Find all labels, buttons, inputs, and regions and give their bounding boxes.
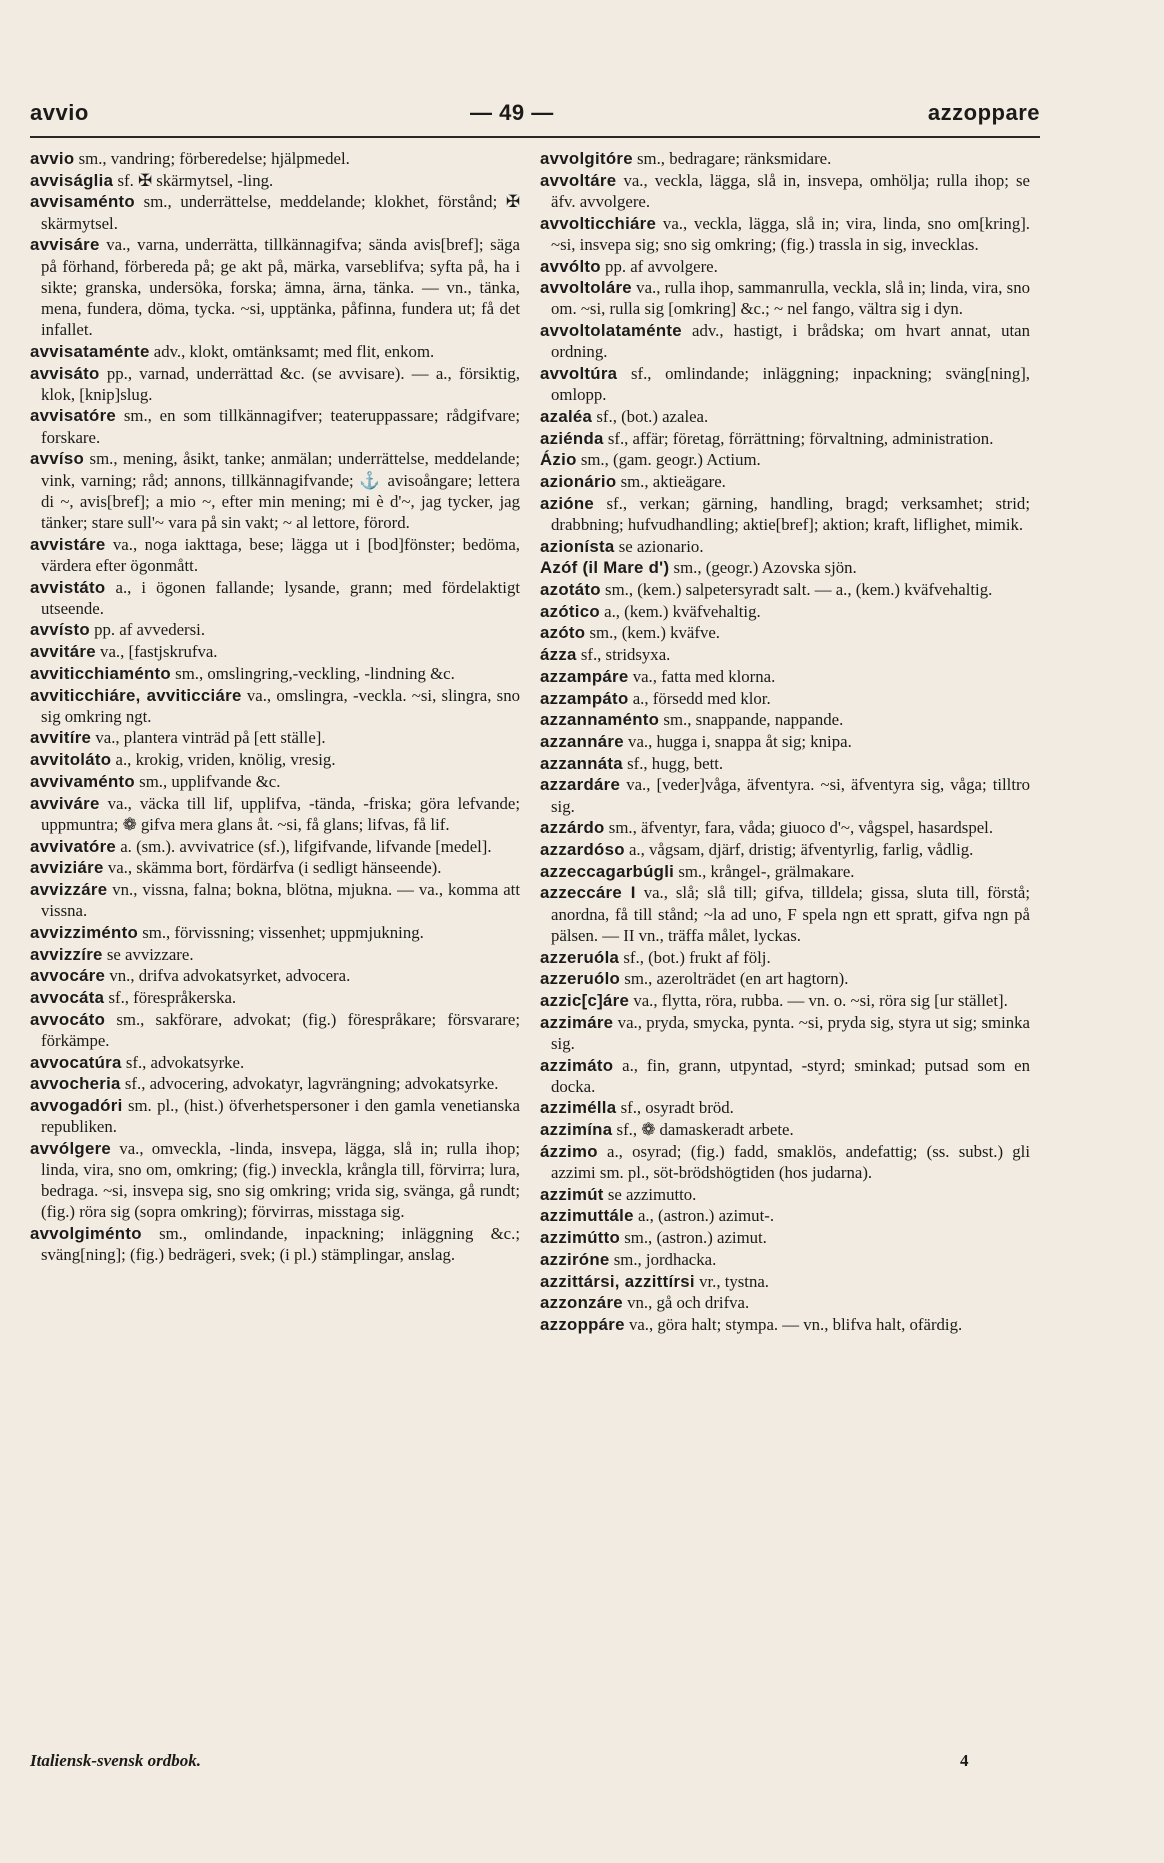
entry-definition: vr., tystna. — [694, 1271, 770, 1291]
entry-headword: avvisaménto — [30, 192, 135, 212]
entry-headword: azzimuttále — [540, 1206, 634, 1226]
dictionary-entry — [30, 534, 520, 576]
entry-headword: azzittársi, azzittírsi — [540, 1271, 695, 1291]
entry-definition: sm., upplifvande &c. — [134, 771, 281, 791]
entry-definition: sm., azerolträdet (en art hagtorn). — [620, 969, 849, 989]
dictionary-entry — [540, 471, 1030, 492]
entry-definition: sf., omlindande; inläggning; inpackning; sväng[ning], omlopp. — [551, 364, 1030, 405]
dictionary-entry — [540, 601, 1030, 622]
dictionary-entry — [30, 619, 520, 640]
entry-definition: sf., affär; företag, förrättning; förvaltning, administration. — [603, 428, 994, 448]
entry-headword: avvíso — [30, 449, 85, 469]
entry-headword: avvizziménto — [30, 922, 139, 942]
dictionary-entry — [30, 944, 520, 965]
entry-definition: a., vågsam, djärf, dristig; äfventyrlig, farlig, vådlig. — [624, 840, 974, 859]
dictionary-entry — [540, 1205, 1030, 1226]
entry-definition: va., omslingra, -veckla. ~si, slingra, sno sig omkring ngt. — [41, 685, 520, 726]
entry-definition: va., [fastjskrufva. — [95, 642, 218, 662]
entry-definition: va., noga iakttaga, bese; lägga ut i [bod]fönster; bedöma, värdera efter ögonmått. — [41, 534, 520, 575]
dictionary-entry — [540, 1271, 1030, 1292]
entry-definition: a. (sm.). avvivatrice (sf.), lifgifvande, lifvande [medel]. — [116, 836, 492, 856]
entry-headword: azótico — [540, 601, 600, 621]
dictionary-entry — [30, 771, 520, 792]
entry-headword: avvocáre — [30, 966, 106, 986]
dictionary-entry — [30, 148, 520, 169]
entry-definition: sm., mening, åsikt, tanke; anmälan; underrättelse, meddelande; vink, varning; råd; annons, tillkännagifvande; ⚓ avisoångare; lettera di ~, avis[bref]; a mio ~, efter min mening; mi è d'~, jag tycker, jag tänker; stare sull'~ vara på sin vakt; ~ al lettore, förord. — [41, 449, 520, 532]
entry-definition: sm. pl., (hist.) öfverhetspersoner i den gamla venetianska republiken. — [41, 1095, 520, 1137]
entry-headword: avviticchiaménto — [30, 663, 171, 683]
dictionary-entry — [540, 688, 1030, 709]
dictionary-entry — [540, 213, 1030, 255]
entry-definition: sm., äfventyr, fara, våda; giuoco d'~, vågspel, hasardspel. — [604, 818, 994, 838]
dictionary-entry — [30, 170, 520, 191]
entry-definition: sf., (bot.) azalea. — [592, 406, 709, 426]
dictionary-entry — [540, 709, 1030, 730]
dictionary-entry — [540, 428, 1030, 449]
dictionary-entry — [540, 1227, 1030, 1248]
entry-definition: pp. af avvedersi. — [89, 620, 206, 640]
entry-headword: avvogadóri — [30, 1095, 123, 1115]
entry-definition: sm., omlindande, inpackning; inläggning &c.; sväng[ning]; (fig.) bedrägeri, svek; (i pl.) stämplingar, anslag. — [41, 1224, 520, 1265]
dictionary-entry — [30, 1095, 520, 1137]
entry-headword: avvocáto — [30, 1009, 106, 1029]
dictionary-entry — [540, 557, 1030, 578]
entry-definition: va., slå; slå till; gifva, tilldela; gissa, sluta till, förstå; anordna, få till stånd; ~la ad uno, F spela ngn ett spratt, gifva ngn på pälsen. — II vn., träffa målet, lyckas. — [551, 883, 1031, 945]
entry-definition: a., fin, grann, utpyntad, -styrd; sminkad; putsad som en docka. — [551, 1055, 1030, 1096]
entry-definition: a., (astron.) azimut-. — [633, 1206, 775, 1226]
entry-definition: sm., en som tillkännagifver; teateruppassare; rådgifvare; forskare. — [41, 406, 520, 447]
entry-definition: pp., varnad, underrättad &c. (se avvisare). — a., försiktig, klok, [knip]slug. — [41, 363, 520, 404]
dictionary-entry — [30, 341, 520, 362]
entry-definition: sm., (kem.) salpetersyradt salt. — a., (kem.) kväfvehaltig. — [600, 580, 993, 600]
entry-headword: azzeruóla — [540, 947, 620, 967]
entry-definition: sf., stridsyxa. — [576, 645, 671, 665]
entry-headword: azzimélla — [540, 1098, 617, 1118]
dictionary-entry — [540, 256, 1030, 277]
dictionary-entry — [540, 1141, 1030, 1183]
entry-definition: sm., aktieägare. — [616, 472, 726, 492]
entry-definition: va., väcka till lif, upplifva, -tända, -friska; göra lefvande; uppmuntra; ❁ gifva mera glans åt. ~si, få glans; lifvas, få lif. — [41, 793, 520, 834]
dictionary-entry — [540, 320, 1030, 362]
dictionary-entry — [540, 579, 1030, 600]
dictionary-entry — [540, 753, 1030, 774]
entry-definition: va., veckla, lägga, slå in, insvepa, omhölja; rulla ihop; se äfv. avvolgere. — [551, 170, 1030, 211]
entry-definition: sm., underrättelse, meddelande; klokhet, förstånd; ✠ skärmytsel. — [41, 192, 520, 233]
dictionary-entry — [540, 968, 1030, 989]
entry-headword: azionísta — [540, 536, 615, 556]
entry-headword: avviziáre — [30, 858, 104, 878]
entry-headword: azzárdo — [540, 818, 605, 838]
entry-headword: azionário — [540, 472, 617, 492]
dictionary-entry — [30, 685, 520, 727]
dictionary-entry — [540, 839, 1030, 860]
dictionary-entry — [540, 644, 1030, 665]
dictionary-entry — [540, 1184, 1030, 1205]
dictionary-page — [30, 96, 1062, 1856]
dictionary-entry — [540, 731, 1030, 752]
dictionary-entry — [540, 170, 1030, 212]
entry-definition: a., osyrad; (fig.) fadd, smaklös, andefattig; (ss. subst.) gli azzimi sm. pl., söt-brödshögtiden (hos judarna). — [551, 1141, 1030, 1183]
footer-signature-mark: 4 — [960, 1751, 969, 1770]
entry-headword: Azóf (il Mare d') — [540, 558, 670, 578]
entry-definition: va., rulla ihop, sammanrulla, veckla, slå in; linda, vira, sno om. ~si, rulla sig [omkring] &c.; ~ nel fango, vältra sig i dyn. — [551, 278, 1030, 319]
dictionary-entry — [540, 1055, 1030, 1097]
entry-definition: va., göra halt; stympa. — vn., blifva halt, ofärdig. — [624, 1314, 963, 1334]
entry-headword: aziénda — [540, 428, 604, 448]
entry-definition: sf., advocering, advokatyr, lagvrängning; advokatsyrke. — [120, 1074, 499, 1094]
dictionary-entry — [540, 1119, 1030, 1140]
entry-definition: adv., hastigt, i brådska; om hvart annat, utan ordning. — [551, 321, 1030, 362]
entry-definition: sf., osyradt bröd. — [616, 1098, 734, 1118]
entry-definition: sm., (geogr.) Azovska sjön. — [669, 558, 857, 578]
entry-definition: sm., jordhacka. — [609, 1249, 717, 1269]
dictionary-entry — [30, 641, 520, 662]
entry-headword: azzardóso — [540, 840, 625, 859]
entry-definition: sf., verkan; gärning, handling, bragd; verksamhet; strid; drabbning; hufvudhandling; aktie[bref]; aktion; kraft, liflighet, mimik. — [551, 493, 1030, 534]
entry-definition: va., omveckla, -linda, insvepa, lägga, slå in; rulla ihop; linda, vira, sno om, omkring; (fig.) inveckla, krångla till, förvirra; lura, bedraga. ~si, insvepa sig, sno sig omkring; vrida sig, svänga, gå rundt; (fig.) röra sig (sopra omkring); förvirras, misstaga sig. — [41, 1138, 520, 1222]
page-number: — 49 — — [470, 100, 554, 125]
entry-headword: azzannáta — [540, 753, 623, 773]
header-rule — [30, 136, 1040, 138]
entry-headword: Ázio — [540, 450, 577, 470]
dictionary-entry — [30, 836, 520, 857]
entry-headword: azaléa — [540, 406, 593, 426]
dictionary-entry — [30, 1009, 520, 1051]
entry-headword: avvólgere — [30, 1138, 112, 1158]
entry-headword: azotáto — [540, 580, 601, 600]
entry-definition: se azionario. — [614, 536, 704, 556]
entry-headword: avviságlia — [30, 170, 114, 190]
entry-definition: a., i ögonen fallande; lysande, grann; med fördelaktigt utseende. — [41, 577, 520, 618]
entry-headword: azzimút — [540, 1184, 604, 1204]
entry-headword: avvolticchiáre — [540, 213, 657, 233]
entry-definition: va., skämma bort, fördärfva (i sedligt hänseende). — [103, 858, 442, 878]
entry-headword: azzimáre — [540, 1012, 614, 1032]
entry-definition: va., varna, underrätta, tillkännagifva; sända avis[bref]; säga på förhand, förbereda på; ge akt på, märka, varseblifva; syfta på, ha i sikte; granska, undersöka, forska; ämna, ärna, tänka. — vn., tänka, mena, fundera, döma, tycka. ~si, upptänka, påfinna, fundera ut; få det infallet. — [41, 235, 520, 340]
entry-definition: sm., (kem.) kväfve. — [585, 623, 721, 643]
dictionary-entry — [30, 749, 520, 770]
entry-definition: sm., sakförare, advokat; (fig.) förespråkare; försvarare; förkämpe. — [41, 1009, 520, 1050]
dictionary-entry — [540, 1292, 1030, 1313]
entry-definition: sm., (astron.) azimut. — [620, 1228, 767, 1248]
entry-headword: avvocáta — [30, 987, 105, 1007]
entry-definition: adv., klokt, omtänksamt; med flit, enkom. — [149, 341, 435, 361]
entry-headword: avvistáto — [30, 577, 106, 597]
dictionary-entry — [30, 1052, 520, 1073]
entry-definition: va., fatta med klorna. — [628, 666, 776, 686]
entry-headword: avvísto — [30, 620, 90, 640]
dictionary-entry — [540, 536, 1030, 557]
entry-headword: azzoppáre — [540, 1314, 625, 1334]
entry-headword: azziróne — [540, 1249, 610, 1269]
page-header — [30, 96, 1040, 132]
entry-headword: avvolgitóre — [540, 149, 633, 168]
dictionary-entry — [30, 879, 520, 921]
entry-definition: sm., snappande, nappande. — [659, 710, 844, 730]
entry-headword: avvitíre — [30, 728, 92, 748]
right-column — [540, 148, 1030, 1336]
dictionary-entry — [540, 148, 1030, 169]
entry-definition: a., försedd med klor. — [628, 688, 771, 708]
entry-headword: azzimútto — [540, 1228, 621, 1248]
entry-headword: azzic[c]áre — [540, 990, 630, 1010]
dictionary-entry — [30, 448, 520, 533]
entry-headword: avvoltoláre — [540, 278, 632, 298]
entry-headword: azzannaménto — [540, 710, 660, 730]
dictionary-entry — [540, 622, 1030, 643]
dictionary-entry — [30, 363, 520, 405]
entry-definition: sf., hugg, bett. — [622, 753, 724, 773]
dictionary-entry — [540, 861, 1030, 882]
footer-title: Italiensk-svensk ordbok. — [30, 1751, 201, 1770]
entry-headword: azzannáre — [540, 731, 624, 751]
entry-headword: avviticchiáre, avviticciáre — [30, 685, 242, 705]
entry-definition: se avvizzare. — [102, 944, 194, 964]
entry-headword: ázza — [540, 645, 577, 665]
dictionary-entry — [30, 1138, 520, 1223]
entry-definition: va., pryda, smycka, pynta. ~si, pryda sig, styra ut sig; sminka sig. — [551, 1012, 1030, 1053]
entry-definition: se azzimutto. — [603, 1184, 697, 1204]
dictionary-entry — [30, 1073, 520, 1094]
entry-headword: azzeccagarbúgli — [540, 861, 675, 881]
entry-headword: azzampáre — [540, 666, 629, 686]
header-left-guideword: avvio — [30, 100, 89, 125]
dictionary-entry — [30, 234, 520, 340]
entry-headword: avviváre — [30, 793, 100, 813]
entry-headword: ázzimo — [540, 1141, 598, 1161]
dictionary-entry — [540, 406, 1030, 427]
dictionary-entry — [540, 990, 1030, 1011]
entry-headword: azzimína — [540, 1120, 613, 1140]
dictionary-entry — [540, 1012, 1030, 1054]
dictionary-entry — [540, 1097, 1030, 1118]
entry-definition: vn., drifva advokatsyrket, advocera. — [105, 966, 351, 986]
entry-headword: avvio — [30, 149, 75, 168]
entry-headword: avvoltáre — [540, 170, 617, 190]
entry-definition: va., veckla, lägga, slå in; vira, linda, sno om[kring]. ~si, insvepa sig; sno sig omkring; (fig.) trassla in sig, invecklas. — [551, 213, 1030, 254]
entry-headword: azzampáto — [540, 688, 629, 708]
entry-headword: azóto — [540, 623, 586, 643]
entry-headword: avvitoláto — [30, 750, 112, 770]
dictionary-entry — [30, 1223, 520, 1265]
entry-definition: va., flytta, röra, rubba. — vn. o. ~si, röra sig [ur stället]. — [629, 990, 1008, 1010]
dictionary-entry — [30, 577, 520, 619]
entry-definition: sm., omslingring,-veckling, -lindning &c. — [170, 663, 455, 683]
dictionary-entry — [540, 277, 1030, 319]
dictionary-entry — [540, 1314, 1030, 1335]
dictionary-entry — [540, 493, 1030, 535]
entry-headword: avvoltúra — [540, 364, 618, 384]
entry-definition: sf. ✠ skärmytsel, -ling. — [113, 170, 274, 190]
entry-definition: sm., krångel-, grälmakare. — [674, 861, 855, 881]
entry-headword: avvistáre — [30, 534, 106, 554]
entry-headword: azióne — [540, 493, 595, 513]
dictionary-entry — [30, 987, 520, 1008]
entry-definition: sm., bedragare; ränksmidare. — [632, 149, 832, 168]
entry-headword: azzeccáre I — [540, 883, 636, 903]
entry-definition: va., hugga i, snappa åt sig; knipa. — [623, 731, 852, 751]
dictionary-entry — [540, 774, 1030, 816]
entry-definition: va., plantera vinträd på [ett ställe]. — [91, 728, 326, 748]
entry-definition: pp. af avvolgere. — [600, 256, 718, 276]
entry-headword: azzimáto — [540, 1055, 614, 1075]
entry-definition: vn., gå och drifva. — [622, 1293, 750, 1313]
entry-definition: va., [veder]våga, äfventyra. ~si, äfventyra sig, våga; tilltro sig. — [551, 775, 1030, 816]
entry-definition: sm., (gam. geogr.) Actium. — [576, 450, 761, 470]
dictionary-entry — [30, 965, 520, 986]
dictionary-entry — [30, 191, 520, 233]
entry-definition: sm., vandring; förberedelse; hjälpmedel. — [74, 149, 350, 168]
entry-headword: avvivaménto — [30, 771, 135, 791]
entry-headword: avvisataménte — [30, 341, 150, 361]
dictionary-entry — [540, 882, 1030, 946]
entry-headword: avvoltolataménte — [540, 321, 682, 341]
dictionary-entry — [30, 793, 520, 835]
entry-headword: avvitáre — [30, 642, 96, 662]
entry-headword: azzonzáre — [540, 1293, 623, 1313]
entry-headword: avvizzáre — [30, 879, 108, 899]
dictionary-entry — [540, 1249, 1030, 1270]
dictionary-entry — [30, 405, 520, 447]
entry-definition: a., krokig, vriden, knölig, vresig. — [111, 750, 336, 770]
entry-headword: avvolgiménto — [30, 1224, 142, 1244]
entry-headword: avvocheria — [30, 1074, 121, 1094]
entry-headword: azzardáre — [540, 775, 621, 795]
left-column — [30, 148, 520, 1266]
dictionary-entry — [540, 817, 1030, 838]
entry-headword: avvivatóre — [30, 836, 117, 856]
entry-headword: avvisáre — [30, 235, 100, 255]
dictionary-entry — [30, 727, 520, 748]
dictionary-entry — [30, 922, 520, 943]
dictionary-entry — [540, 363, 1030, 405]
dictionary-entry — [30, 857, 520, 878]
entry-headword: azzeruólo — [540, 969, 621, 989]
entry-headword: avvisáto — [30, 363, 100, 383]
entry-definition: vn., vissna, falna; bokna, blötna, mjukna. — va., komma att vissna. — [41, 879, 520, 921]
entry-definition: a., (kem.) kväfvehaltig. — [599, 601, 761, 621]
entry-headword: avvisatóre — [30, 406, 117, 426]
dictionary-entry — [540, 449, 1030, 470]
entry-definition: sm., förvissning; vissenhet; uppmjukning. — [138, 922, 424, 942]
entry-headword: avvocatúra — [30, 1052, 122, 1072]
entry-headword: avvizzíre — [30, 944, 103, 964]
dictionary-entry — [540, 947, 1030, 968]
dictionary-entry — [540, 666, 1030, 687]
entry-definition: sf., ❁ damaskeradt arbete. — [612, 1120, 794, 1140]
entry-headword: avvólto — [540, 256, 601, 276]
entry-definition: sf., förespråkerska. — [104, 987, 237, 1007]
entry-definition: sf., (bot.) frukt af följ. — [619, 947, 771, 967]
entry-definition: sf., advokatsyrke. — [121, 1052, 245, 1072]
header-right-guideword: azzoppare — [927, 100, 1040, 125]
dictionary-entry — [30, 663, 520, 684]
